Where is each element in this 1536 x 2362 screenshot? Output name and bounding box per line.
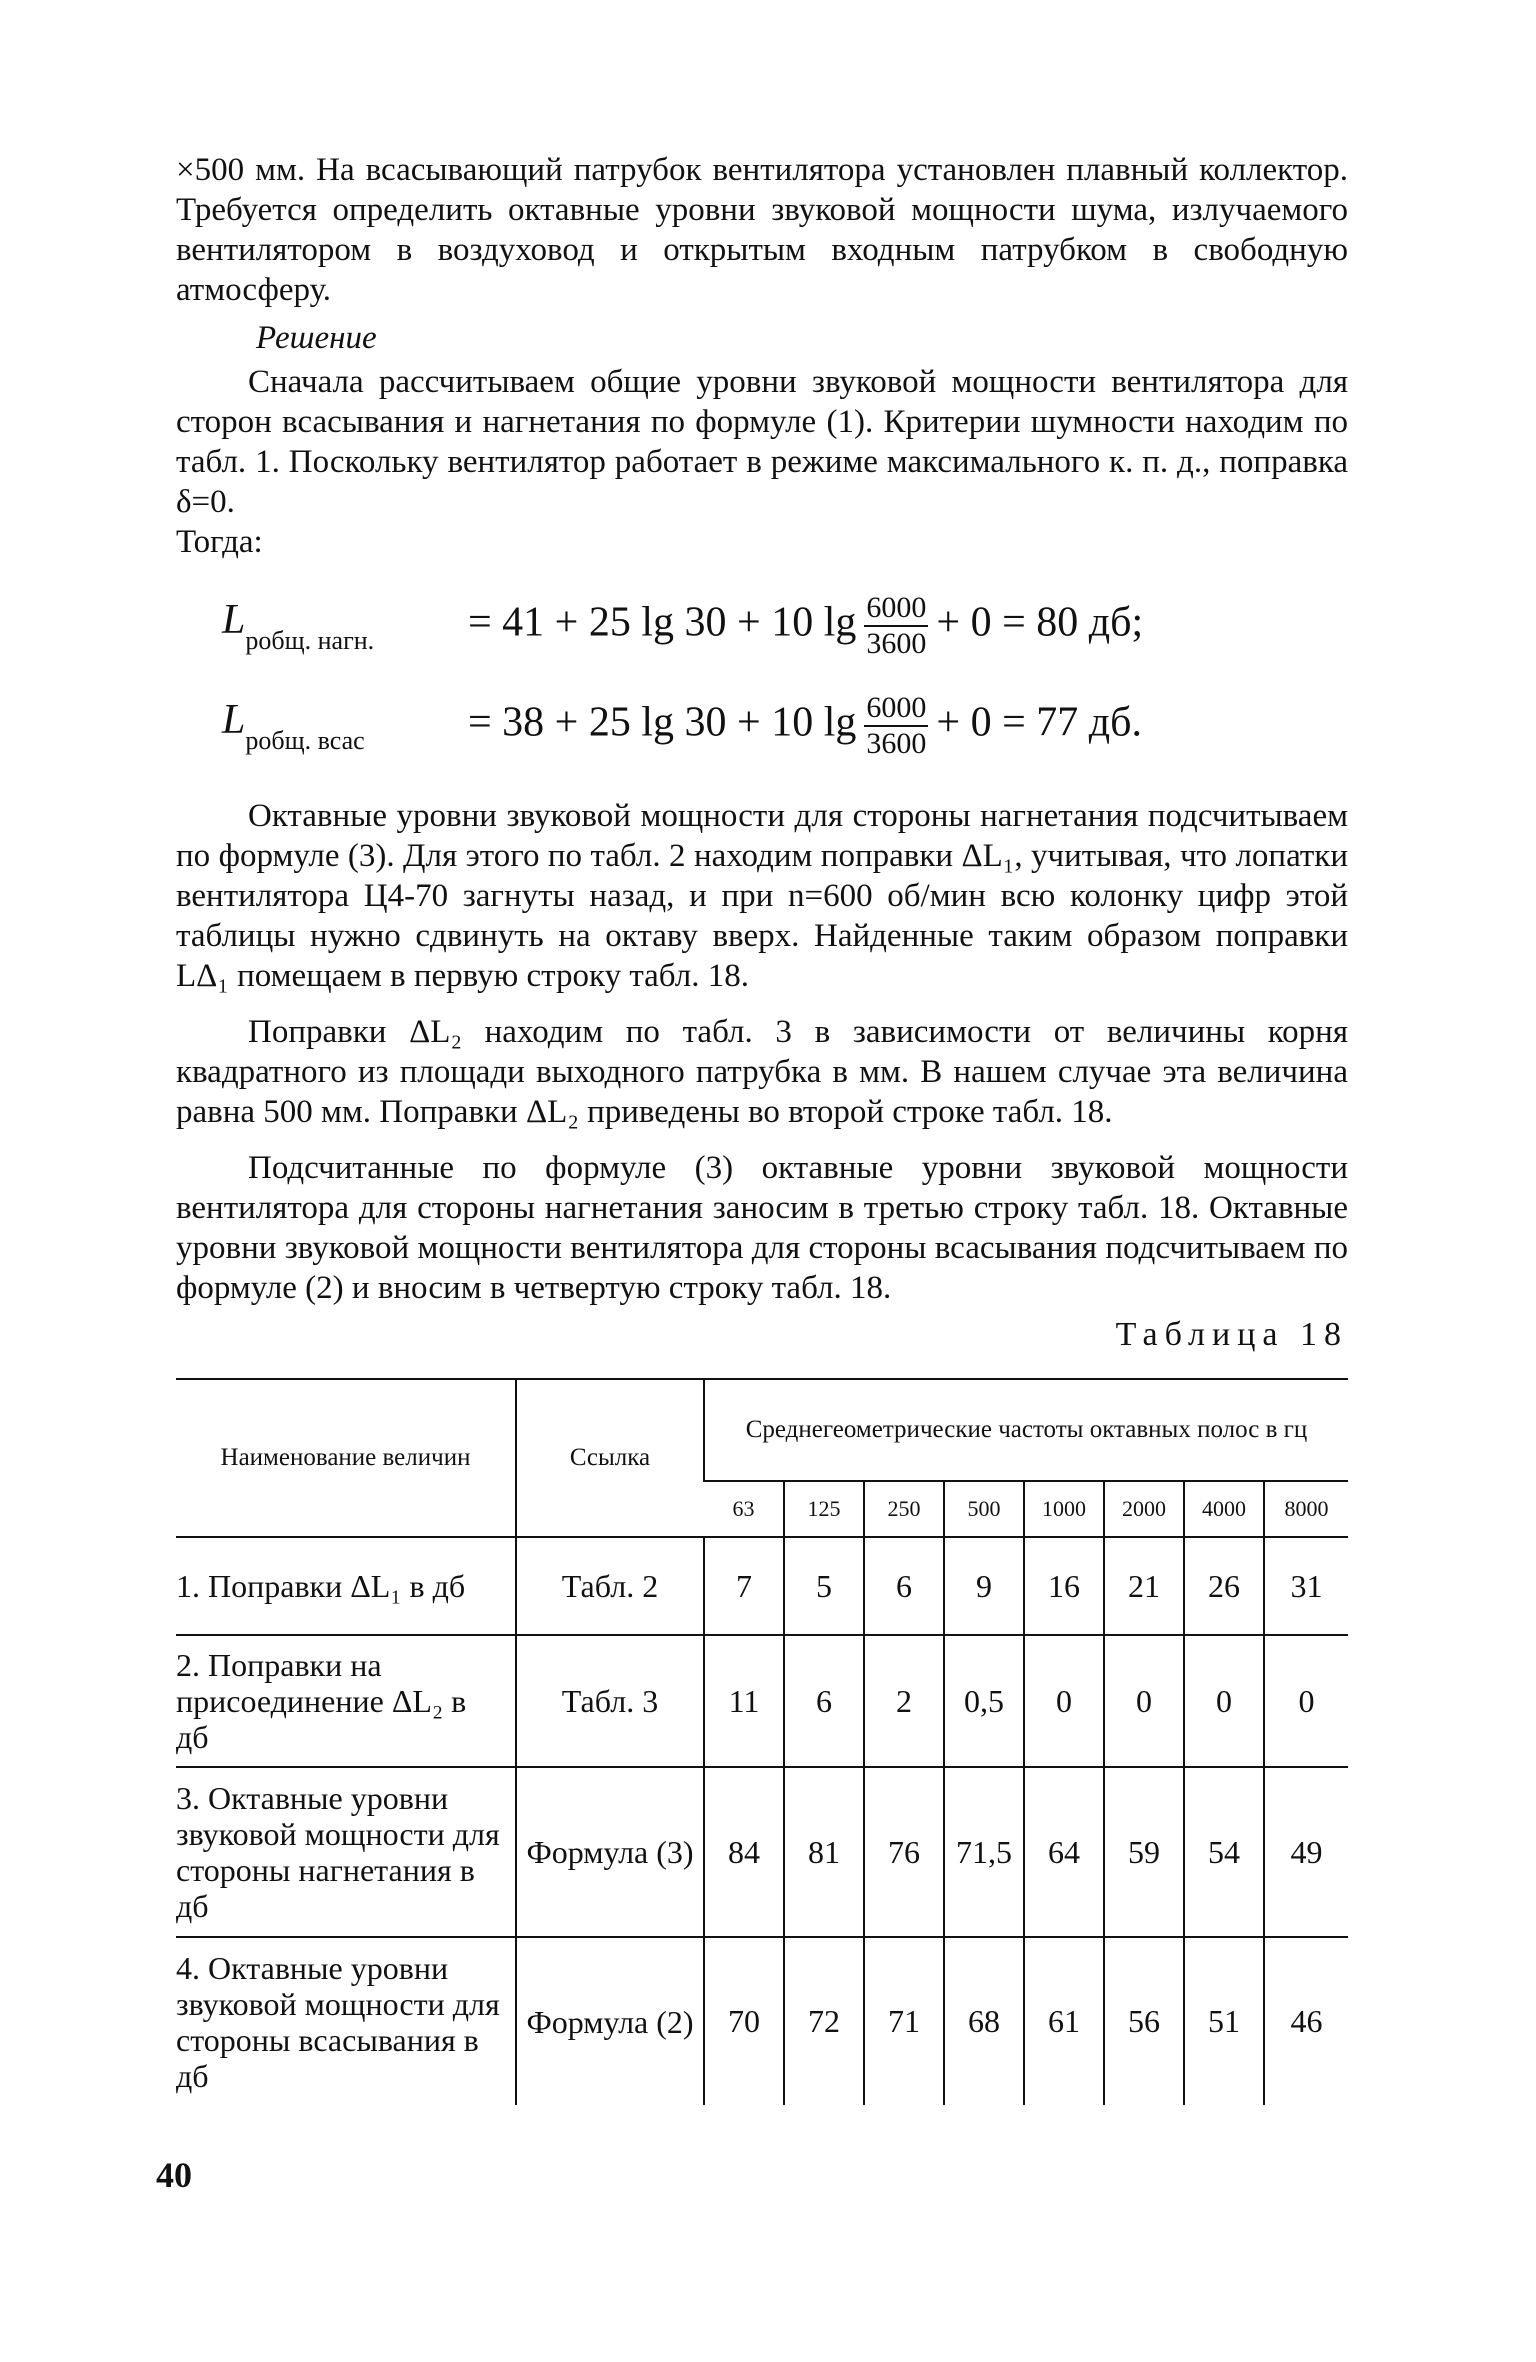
row-name: 4. Октавные уровни звуковой мощности для стороны всасывания в дб (176, 1949, 500, 2094)
equation-subscript: pобщ. нагн. (245, 626, 375, 655)
row-value: 64 (1024, 1767, 1104, 1937)
row-value: 26 (1184, 1537, 1264, 1635)
equation-fraction: $\frac{6000}{3600}$ (866, 591, 927, 660)
row-value: 76 (864, 1767, 944, 1937)
table-row (176, 1635, 1348, 1767)
equation-result: + 0 = 80 дб; (936, 599, 1144, 646)
row-value: 7 (704, 1537, 784, 1635)
row-name: 2. Поправки на присоединение ΔL₂ в дб (176, 1647, 467, 1755)
frequency-header: 8000 (1264, 1481, 1348, 1537)
paragraph-intro: ×500 мм. На всасывающий патрубок вентилятора установлен плавный коллектор. Требуется определить октавные уровни звуковой мощности шума, излучаемого вентилятором в воздуховод и открытым входным патрубком в свободную атмосферу. (176, 152, 1348, 308)
paragraph-corrections: Поправки ΔL₂ находим по табл. 3 в зависимости от величины корня квадратного из площади выходного патрубка в мм. В нашем случае эта величина равна 500 мм. Поправки ΔL₂ приведены во второй строке табл. 18. (176, 1014, 1348, 1130)
table-row (176, 1767, 1348, 1937)
row-value: 46 (1264, 1937, 1348, 2105)
header-freq: Среднегеометрические частоты октавных полос в гц (704, 1379, 1348, 1481)
paragraph-calculated: Подсчитанные по формуле (3) октавные уровни звуковой мощности вентилятора для стороны нагнетания заносим в третью строку табл. 18. Октавные уровни звуковой мощности вентилятора для стороны всасывания подсчитываем по формуле (2) и вносим в четвертую строку табл. 18. (176, 1150, 1348, 1306)
row-value: 51 (1184, 1937, 1264, 2105)
row-reference: Табл. 2 (516, 1537, 704, 1635)
row-value: 31 (1264, 1537, 1348, 1635)
row-value: 72 (784, 1937, 864, 2105)
data-table (176, 1378, 1348, 2105)
paragraph-octave-discharge: Октавные уровни звуковой мощности для стороны нагнетания подсчитываем по формуле (3). Для этого по табл. 2 находим поправки ΔL₁, учитывая, что лопатки вентилятора Ц4-70 загнуты назад, и при n=600 об/мин всю колонку цифр этой таблицы нужно сдвинуть на октаву вверх. Найденные таким образом поправки LΔ₁ помещаем в первую строку табл. 18. (176, 798, 1348, 994)
header-name: Наименование величин (220, 1444, 471, 1471)
row-value: 21 (1104, 1537, 1184, 1635)
equation-lhs: L (222, 697, 246, 743)
equation-expression: = 41 + 25 lg 30 + 10 lg (468, 599, 857, 646)
row-value: 59 (1104, 1767, 1184, 1937)
equations-block (176, 576, 1348, 776)
row-value: 84 (704, 1767, 784, 1937)
row-value: 6 (784, 1635, 864, 1767)
frequency-header: 63 (704, 1481, 784, 1537)
frequency-header: 250 (864, 1481, 944, 1537)
frequency-header: 125 (784, 1481, 864, 1537)
row-value: 0,5 (944, 1635, 1024, 1767)
paragraph-solution: Сначала рассчитываем общие уровни звуковой мощности вентилятора для сторон всасывания и нагнетания по формуле (1). Критерии шумности находим по табл. 1. Поскольку вентилятор работает в режиме максимального к. п. д., поправка δ=0. (176, 364, 1348, 520)
page-number: 40 (156, 2155, 192, 2195)
equation-discharge (176, 576, 1348, 676)
row-value: 54 (1184, 1767, 1264, 1937)
equation-lhs: L (222, 597, 246, 643)
equation-expression: = 38 + 25 lg 30 + 10 lg (468, 699, 857, 746)
equation-suction (176, 676, 1348, 776)
row-value: 0 (1184, 1635, 1264, 1767)
row-value: 0 (1104, 1635, 1184, 1767)
row-value: 81 (784, 1767, 864, 1937)
header-ref: Ссылка (516, 1379, 704, 1537)
page-body (176, 150, 1348, 2105)
row-value: 71,5 (944, 1767, 1024, 1937)
equation-result: + 0 = 77 дб. (936, 699, 1143, 746)
row-value: 2 (864, 1635, 944, 1767)
paragraph-then: Тогда: (176, 524, 263, 560)
equation-fraction: $\frac{6000}{3600}$ (866, 691, 927, 760)
section-heading: Решение (256, 320, 377, 356)
row-value: 56 (1104, 1937, 1184, 2105)
frequency-header: 2000 (1104, 1481, 1184, 1537)
row-value: 49 (1264, 1767, 1348, 1937)
row-value: 71 (864, 1937, 944, 2105)
row-reference: Формула (2) (516, 1937, 704, 2105)
table-row (176, 1537, 1348, 1635)
frequency-header: 4000 (1184, 1481, 1264, 1537)
row-value: 5 (784, 1537, 864, 1635)
row-value: 0 (1264, 1635, 1348, 1767)
row-name: 3. Октавные уровни звуковой мощности для стороны нагнетания в дб (176, 1780, 500, 1924)
row-value: 11 (704, 1635, 784, 1767)
row-reference: Табл. 3 (516, 1635, 704, 1767)
row-value: 9 (944, 1537, 1024, 1635)
row-value: 16 (1024, 1537, 1104, 1635)
equation-subscript: pобщ. всас (245, 726, 365, 755)
frequency-header: 1000 (1024, 1481, 1104, 1537)
row-name: 1. Поправки ΔL₁ в дб (176, 1568, 466, 1604)
row-value: 70 (704, 1937, 784, 2105)
table-caption: Таблица 18 (1115, 1316, 1348, 1353)
row-value: 68 (944, 1937, 1024, 2105)
table-body (176, 1537, 1348, 2105)
row-value: 61 (1024, 1937, 1104, 2105)
row-reference: Формула (3) (516, 1767, 704, 1937)
row-value: 6 (864, 1537, 944, 1635)
frequency-header: 500 (944, 1481, 1024, 1537)
table-row (176, 1937, 1348, 2105)
row-value: 0 (1024, 1635, 1104, 1767)
